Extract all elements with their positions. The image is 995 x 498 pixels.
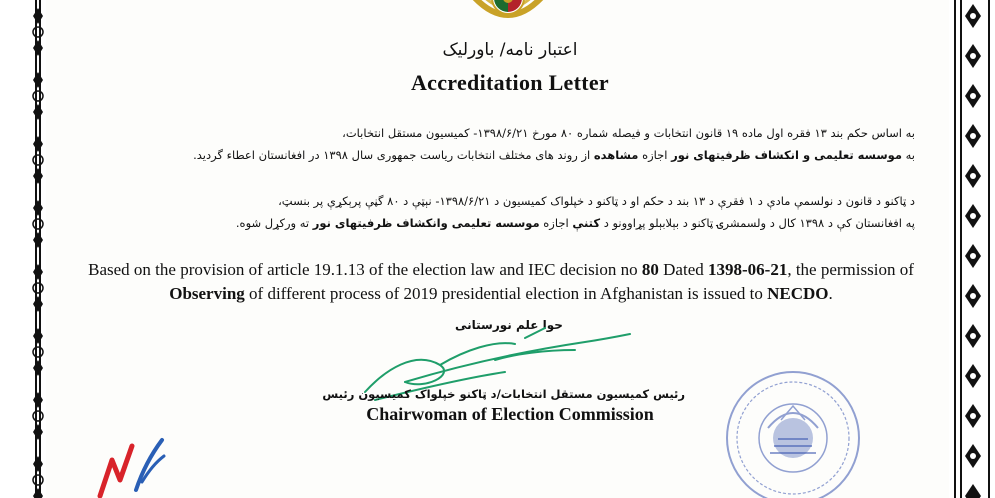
pashto-line-1: د ټاکنو د قانون د نولسمې مادې د ۱ فقرې د ۱۳ بند د حکم او د ټاکنو د خپلواک کمیسیون د ۱۳۹۸/۶/۲۱- نېټې د ۸۰ گڼې پرېکړې پر بنسټ، (278, 194, 915, 208)
activity-english: Observing (169, 284, 245, 303)
right-decorative-border (949, 0, 995, 498)
commission-seal-icon (708, 358, 878, 498)
pashto-line-2: په افغانستان کې د ۱۳۹۸ کال د ولسمشرۍ ټاکنو د بېلابېلو پړاوونو د کتنې اجازه موسسه تعلیمی وانکشاف ظرفیتهای نور ته ورکړل شوه. (235, 216, 915, 230)
activity-dari: مشاهده (593, 148, 639, 162)
english-paragraph: Based on the provision of article 19.1.13 of the election law and IEC decision no 80 Dated 1398-06-21, the permission of Observing of different process of 2019 presidential election in Afghanistan is issued to NECDO. (88, 260, 914, 303)
organization-name-english: NECDO (767, 284, 829, 303)
signatory-title-dari-pashto: رئیس کمیسیون مستقل انتخابات/د ټاکنو خپلواک کمیسیون رئیس (322, 387, 685, 401)
left-decorative-border (0, 0, 46, 498)
dari-line-2: به موسسه تعلیمی و انکشاف ظرفیتهای نور اجازه مشاهده از روند های مختلف انتخابات ریاست جمهوری سال ۱۳۹۸ در افغانستان اعطاء گردید. (193, 148, 915, 162)
election-logo-mark (90, 432, 170, 498)
activity-pashto: کتنې (572, 216, 601, 230)
signatory-title-english: Chairwoman of Election Commission (366, 404, 654, 424)
signatory-name: حوا علم نورستانی (455, 318, 563, 332)
organization-name-dari: موسسه تعلیمی و انکشاف ظرفیتهای نور (671, 148, 902, 162)
title-english: Accreditation Letter (410, 70, 610, 95)
organization-name-pashto: موسسه تعلیمی وانکشاف ظرفیتهای نور (312, 216, 540, 230)
commission-emblem-icon (462, 0, 554, 26)
title-dari-pashto: اعتبار نامه/ باورلیک (442, 40, 578, 60)
decision-number: 80 (641, 260, 659, 279)
dari-line-1: به اساس حکم بند ۱۳ فقره اول ماده ۱۹ قانون انتخابات و فیصله شماره ۸۰ مورخ ۱۳۹۸/۶/۲۱- کمیسیون مستقل انتخابات، (342, 126, 915, 140)
decision-date: 1398-06-21 (708, 260, 788, 279)
